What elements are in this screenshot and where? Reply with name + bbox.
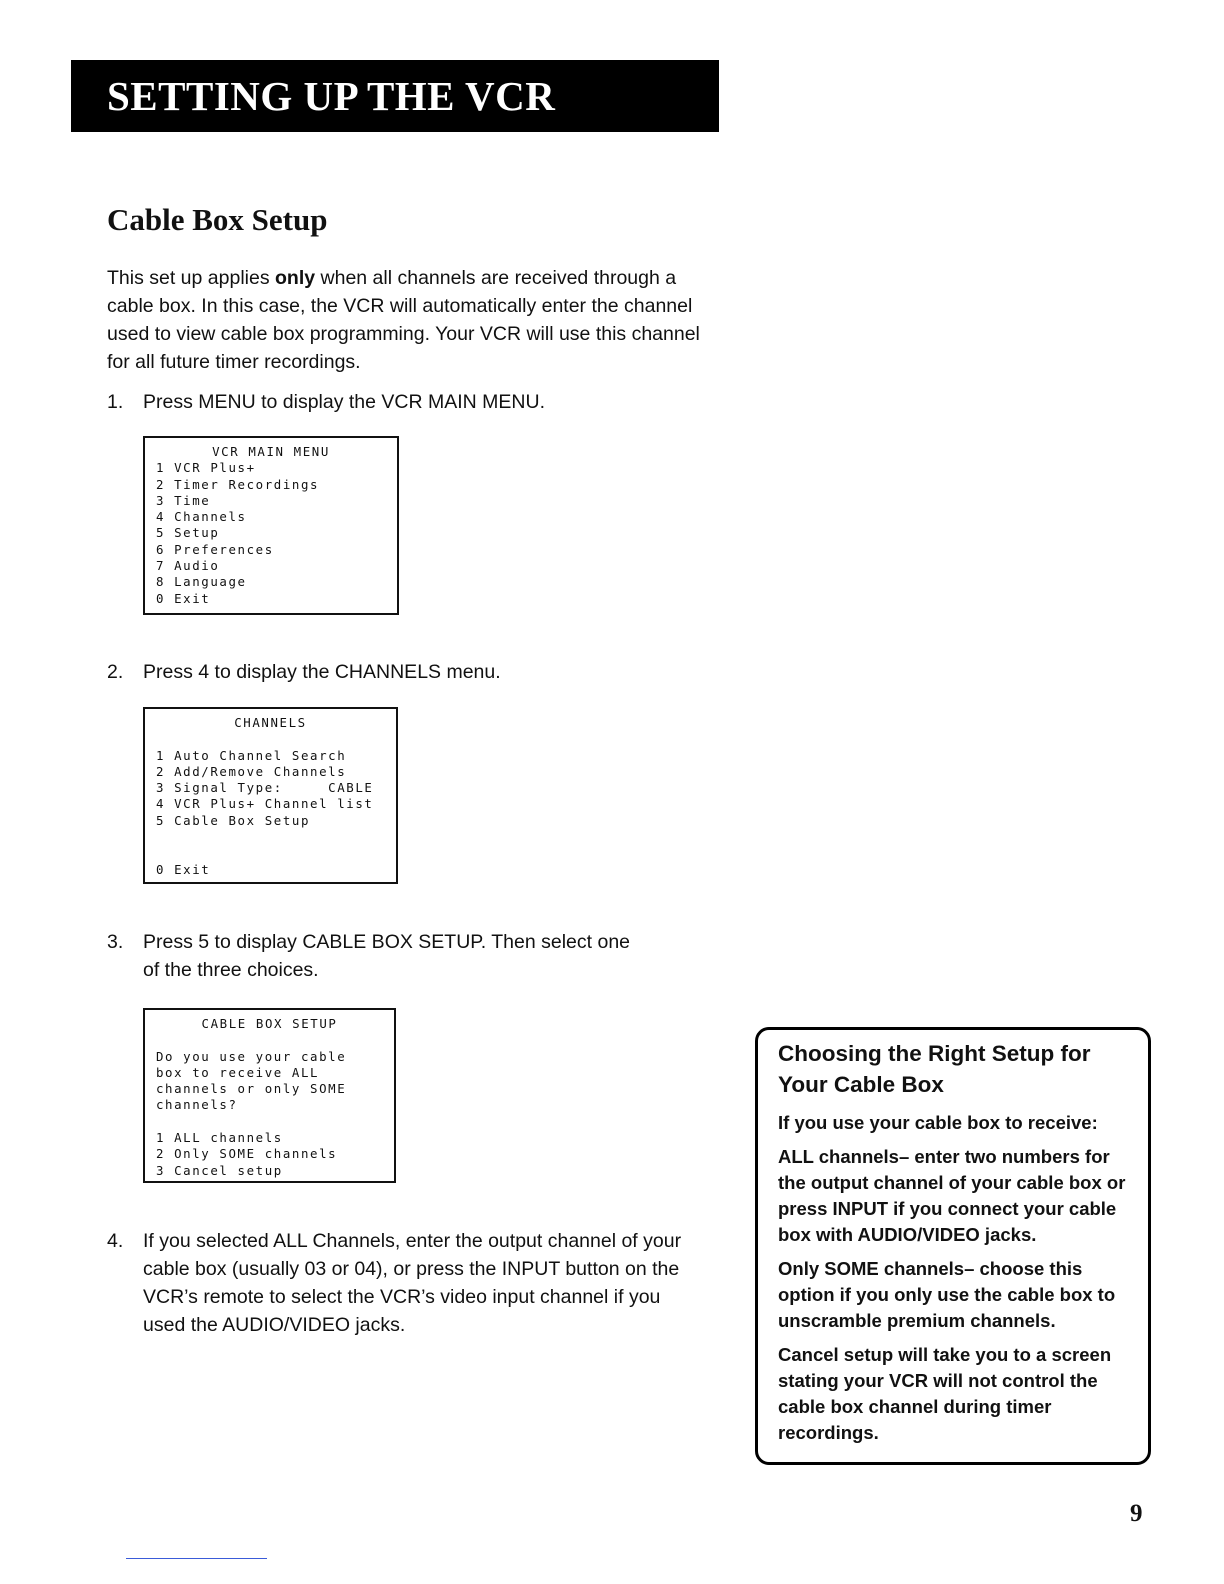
menu-item: 5 Setup (156, 525, 220, 541)
step-3 (107, 928, 727, 984)
tip-box (755, 1027, 1151, 1465)
menu-item: 3 Signal Type: CABLE (156, 780, 374, 796)
page-number: 9 (1130, 1500, 1143, 1527)
cable-box-setup-screen (143, 1008, 396, 1183)
menu-item: 8 Language (156, 574, 247, 590)
section-title: Cable Box Setup (107, 202, 328, 237)
menu-item: 0 Exit (156, 861, 211, 877)
intro-paragraph (107, 264, 727, 376)
spacer (156, 829, 396, 845)
spacer (156, 1114, 394, 1130)
step-1 (107, 388, 727, 416)
menu-item: 2 Add/Remove Channels (156, 763, 347, 779)
chapter-header: SETTING UP THE VCR (71, 60, 719, 132)
tip-box-title: Choosing the Right Setup for Your Cable Box (778, 1041, 1091, 1097)
screen-title: CHANNELS (234, 715, 307, 730)
spacer (156, 731, 396, 747)
menu-item: 1 Auto Channel Search (156, 747, 347, 763)
menu-item: 2 Timer Recordings (156, 476, 320, 492)
menu-item: 1 VCR Plus+ (156, 460, 256, 476)
step-text: Press 5 to display CABLE BOX SETUP. Then select one of the three choices. (143, 931, 631, 981)
menu-item: 4 Channels (156, 509, 247, 525)
tip-box-paragraph: ALL channels– enter two numbers for the output channel of your cable box or press INPUT if you connect your cable box with AUDIO/VIDEO jacks. (778, 1146, 1126, 1245)
step-text: Press MENU to display the VCR MAIN MENU. (143, 391, 546, 413)
menu-item: 6 Preferences (156, 541, 274, 557)
tip-box-paragraph: Only SOME channels– choose this option if you only use the cable box to unscramble premium channels. (778, 1258, 1116, 1331)
question-line: channels? (156, 1097, 238, 1113)
question-line: Do you use your cable (156, 1048, 347, 1064)
screen-title: CABLE BOX SETUP (201, 1016, 338, 1031)
intro-text-start: This set up applies (107, 267, 276, 289)
tip-box-paragraph: Cancel setup will take you to a screen stating your VCR will not control the cable box channel during timer recordings. (778, 1344, 1112, 1443)
tip-box-lead: If you use your cable box to receive: (778, 1112, 1098, 1133)
step-number: 1. (107, 391, 124, 413)
step-number: 3. (107, 931, 124, 953)
step-number: 2. (107, 661, 124, 683)
menu-item: 4 VCR Plus+ Channel list (156, 796, 374, 812)
menu-item: 2 Only SOME channels (156, 1146, 338, 1162)
screen-title: VCR MAIN MENU (212, 444, 330, 459)
question-line: box to receive ALL (156, 1064, 320, 1080)
step-number: 4. (107, 1230, 124, 1252)
spacer (156, 845, 396, 861)
channels-menu-screen (143, 707, 398, 884)
menu-item: 1 ALL channels (156, 1130, 283, 1146)
step-2 (107, 658, 727, 686)
footer-rule (126, 1558, 267, 1559)
intro-emphasis: only (275, 267, 316, 289)
menu-item: 3 Time (156, 492, 211, 508)
step-text: Press 4 to display the CHANNELS menu. (143, 661, 501, 683)
menu-item: 3 Cancel setup (156, 1162, 283, 1178)
intro-text-end: when all channels are received through a cable box. In this case, the VCR will automatically enter the channel used to view cable box programming. Your VCR will use this channel for all future timer recordings. (107, 267, 700, 373)
step-4 (107, 1227, 727, 1339)
spacer (156, 1032, 394, 1048)
step-text: If you selected ALL Channels, enter the output channel of your cable box (usually 03 or 04), or press the INPUT button on the VCR’s remote to select the VCR’s video input channel if you used the AUDIO/VIDEO jacks. (143, 1230, 682, 1336)
menu-item: 7 Audio (156, 558, 220, 574)
menu-item: 0 Exit (156, 590, 211, 606)
menu-item: 5 Cable Box Setup (156, 812, 311, 828)
question-line: channels or only SOME (156, 1081, 347, 1097)
vcr-main-menu-screen (143, 436, 399, 615)
